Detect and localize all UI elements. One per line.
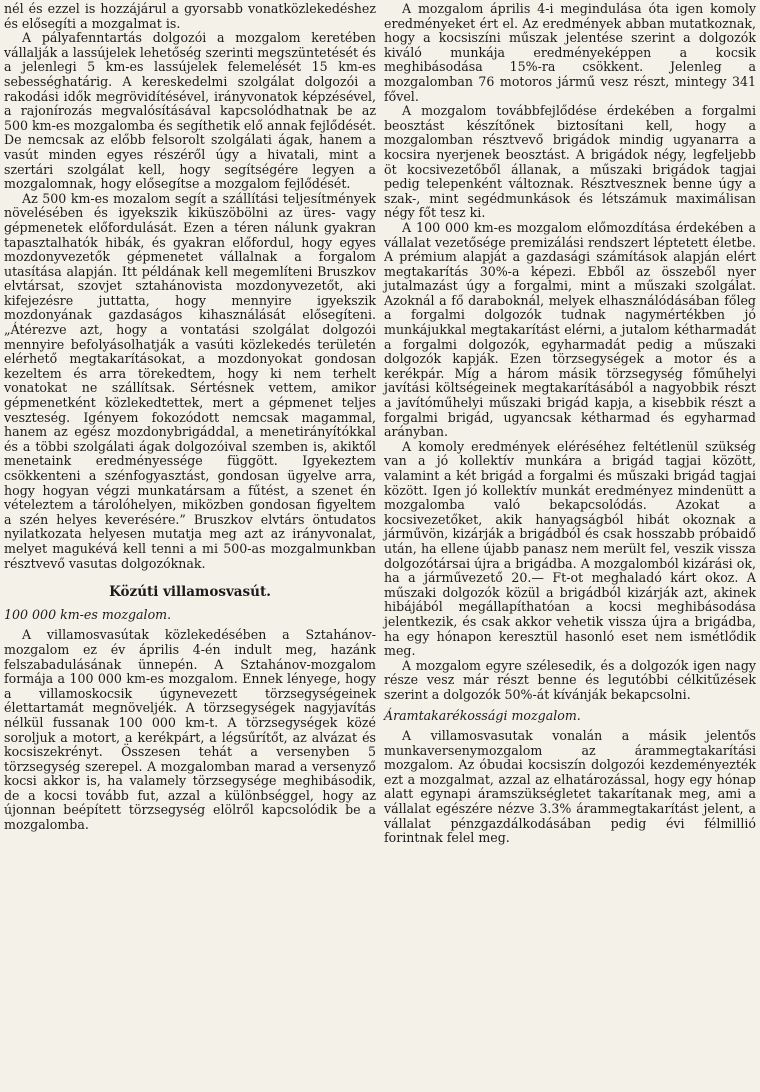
subheading: 100 000 km-es mozgalom. (4, 606, 172, 622)
paragraph: A mozgalom egyre szélesedik, és a dolgozók igen nagy része vesz már részt benne és legutóbbi célkitűzések szerint a dolgozók 50%-át kívánják bekapcsolni. (384, 657, 756, 702)
section-title: Közúti villamosvasút. (109, 584, 271, 601)
right-column (384, 2, 756, 1092)
paragraph: Az 500 km-es mozalom segít a szállítási teljesítmények növelésében és igyekszik kiküszöbölni az üres- vagy gépmenetek előfordulását. Ezen a téren nálunk gyakran tapasztalhatók hibák, és gyakran előfordul, hogy egyes mozdonyvezetők gépmenetet vállalnak a forgalom utasítása alapján. Itt példának kell megemlíteni Bruszkov elvtársat, szovjet sztahánovista mozdonyvezetőt, aki kifejezésre juttatta, hogy mennyire igyekszik mozdonyának gazdaságos kihasználását elősegíteni. „Átérezve azt, hogy a vontatási szolgálat dolgozói mennyire befolyásolhatják a vasúti közlekedés területén elérhető megtakarításokat, a mozdonyokat gondosan kezeltem és arra törekedtem, hogy ki nem terhelt vonatokat ne szállítsak. Sértésnek vettem, amikor gépmenetként közlekedtettek, mert a gépmenet teljes veszteség. Igényem fokozódott nemcsak magammal, hanem az egész mozdonybrigáddal, a menetirányítókkal és a többi szolgálati ágak dolgozóival szemben is, akiktől menetaink eredményessége függött. Igyekeztem csökkenteni a szénfogyasztást, gondosan ügyelve arra, hogy hogyan végzi munkatársam a fűtést, a szenet én vételeztem a tárolóhelyen, miközben gondosan figyeltem a szén helyes keverésére.” Bruszkov elvtárs öntudatos nyilatkozata helyesen mutatja meg azt az irányvonalat, melyet magukévá kell tenni a mi 500-as mozgalmunkban résztvevő vasutas dolgozóknak. (4, 190, 376, 571)
paragraph: A pályafenntartás dolgozói a mozgalom keretében vállalják a lassújelek lehetőség szerinti megszüntetését és a jelenlegi 5 km-es lassújelek felemelését 15 km-es sebességhatárig. A kereskedelmi szolgálat dolgozói a rakodási idők megrövidítésével, irányvonatok képzésével, a rajonírozás megvalósításával kapcsolódhatnak be az 500 km-es mozgalomba és segíthetik elő annak fejlődését. De nemcsak az előbb felsorolt szolgálati ágak, hanem a vasút minden egyes részéről úgy a hivatali, mint a szertári szolgálat kell, hogy segítségére legyen a mozgalomnak, hogy elősegítse a mozgalom fejlődését. (4, 30, 376, 192)
paragraph: A villamosvasútak közlekedésében a Sztahánov-mozgalom ez év április 4-én indult meg, hazánk felszabadulásának ünnepén. A Sztahánov-mozgalom formája a 100 000 km-es mozgalom. Ennek lényege, hogy a villamoskocsik úgynevezett törzsegységeinek élettartamát megnöveljék. A törzsegységek nagyjavítás nélkül fussanak 100 000 km-t. A törzsegységek közé soroljuk a motort, a kerékpárt, a légsűrítőt, az alvázat és kocsiszekrényt. Összesen tehát a versenyben 5 törzsegység szerepel. A mozgalomban marad a versenyző kocsi akkor is, ha valamely törzsegysége meghibásodik, de a kocsi tovább fut, azzal a különbséggel, hogy az újonnan beépített törzsegység elölről kapcsolódik be a mozgalomba. (4, 627, 376, 833)
paragraph: A komoly eredmények eléréséhez feltétlenül szükség van a jó kollektív munkára a brigád tagjai között, valamint a két brigád a forgalmi és műszaki brigád tagjai között. Igen jó kollektív munkát eredményez mindenütt a mozgalomba való bekapcsolódás. Azokat a kocsivezetőket, akik hanyagságból hibát okoznak a járművön, kizárják a brigádból és csak hosszabb próbaidő után, ha ellene újabb panasz nem merült fel, veszik vissza dolgozótársai újra a brigádba. A mozgalomból kizárási ok, ha a járművezető 20.— Ft-ot meghaladó kárt okoz. A műszaki dolgozók közül a brigádból kizárják azt, akinek hibájából megállapíthatóan a kocsi meghibásodása jelentkezik, és csak akkor vehetik vissza újra a brigádba, ha egy hónapon keresztül hasonló eset nem ismétlődik meg. (384, 438, 756, 659)
left-column (4, 2, 376, 1092)
paragraph: A mozgalom továbbfejlődése érdekében a forgalmi beosztást készítőnek biztosítani kell, hogy a mozgalomban résztvevő brigádok mindig ugyanarra a kocsira nyerjenek beosztást. A brigádok négy, legfeljebb öt kocsivezetőből állanak, a műszaki brigádok tagjai pedig telepenként változnak. Résztvesznek benne úgy a szak-, mint segédmunkások és létszámuk maximálisan négy főt tesz ki. (384, 103, 756, 221)
paragraph: nél és ezzel is hozzájárul a gyorsabb vonatközlekedéshez és elősegíti a mozgalmat is. (4, 1, 376, 31)
paragraph: A villamosvasutak vonalán a másik jelentős munkaversenymozgalom az árammegtakarítási mozgalom. Az óbudai kocsiszín dolgozói kezdeményezték ezt a mozgalmat, azzal az elhatározással, hogy egy hónap alatt egynapi áramszükségletet takarítanak meg, ami a vállalat egészére nézve 3.3% árammegtakarítást jelent, a vállalat pénzgazdálkodásában pedig évi félmillió forintnak felel meg. (384, 728, 756, 846)
subheading: Áramtakarékossági mozgalom. (384, 707, 581, 723)
paragraph: A 100 000 km-es mozgalom előmozdítása érdekében a vállalat vezetősége premizálási rendszert léptetett életbe. A prémium alapját a gazdasági számítások alapján elért megtakarítás 30%-a képezi. Ebből az összeből nyer jutalmazást úgy a forgalmi, mint a műszaki szolgálat. Azoknál a fő daraboknál, melyek elhasználódásában főleg a forgalmi dolgozók tudnak nagymértékben jó munkájukkal megtakarítást elérni, a jutalom kétharmadát a forgalmi dolgozók, egyharmadát pedig a műszaki dolgozók kapják. Ezen törzsegységek a motor és a kerékpár. Míg a három másik törzsegység főműhelyi javítási költségeinek megtakarításából a nagyobbik részt a javítóműhelyi műszaki brigád kapja, a kisebbik részt a forgalmi brigád, ugyancsak kétharmad és egyharmad arányban. (384, 219, 756, 440)
paragraph: A mozgalom április 4-i megindulása óta igen komoly eredményeket ért el. Az eredmények abban mutatkoznak, hogy a kocsiszíni műszak jelentése szerint a dolgozók kiváló munkája eredményeképpen a kocsik meghibásodása 15%-ra csökkent. Jelenleg a mozgalomban 76 motoros jármű vesz részt, mintegy 341 fővel. (384, 1, 756, 104)
